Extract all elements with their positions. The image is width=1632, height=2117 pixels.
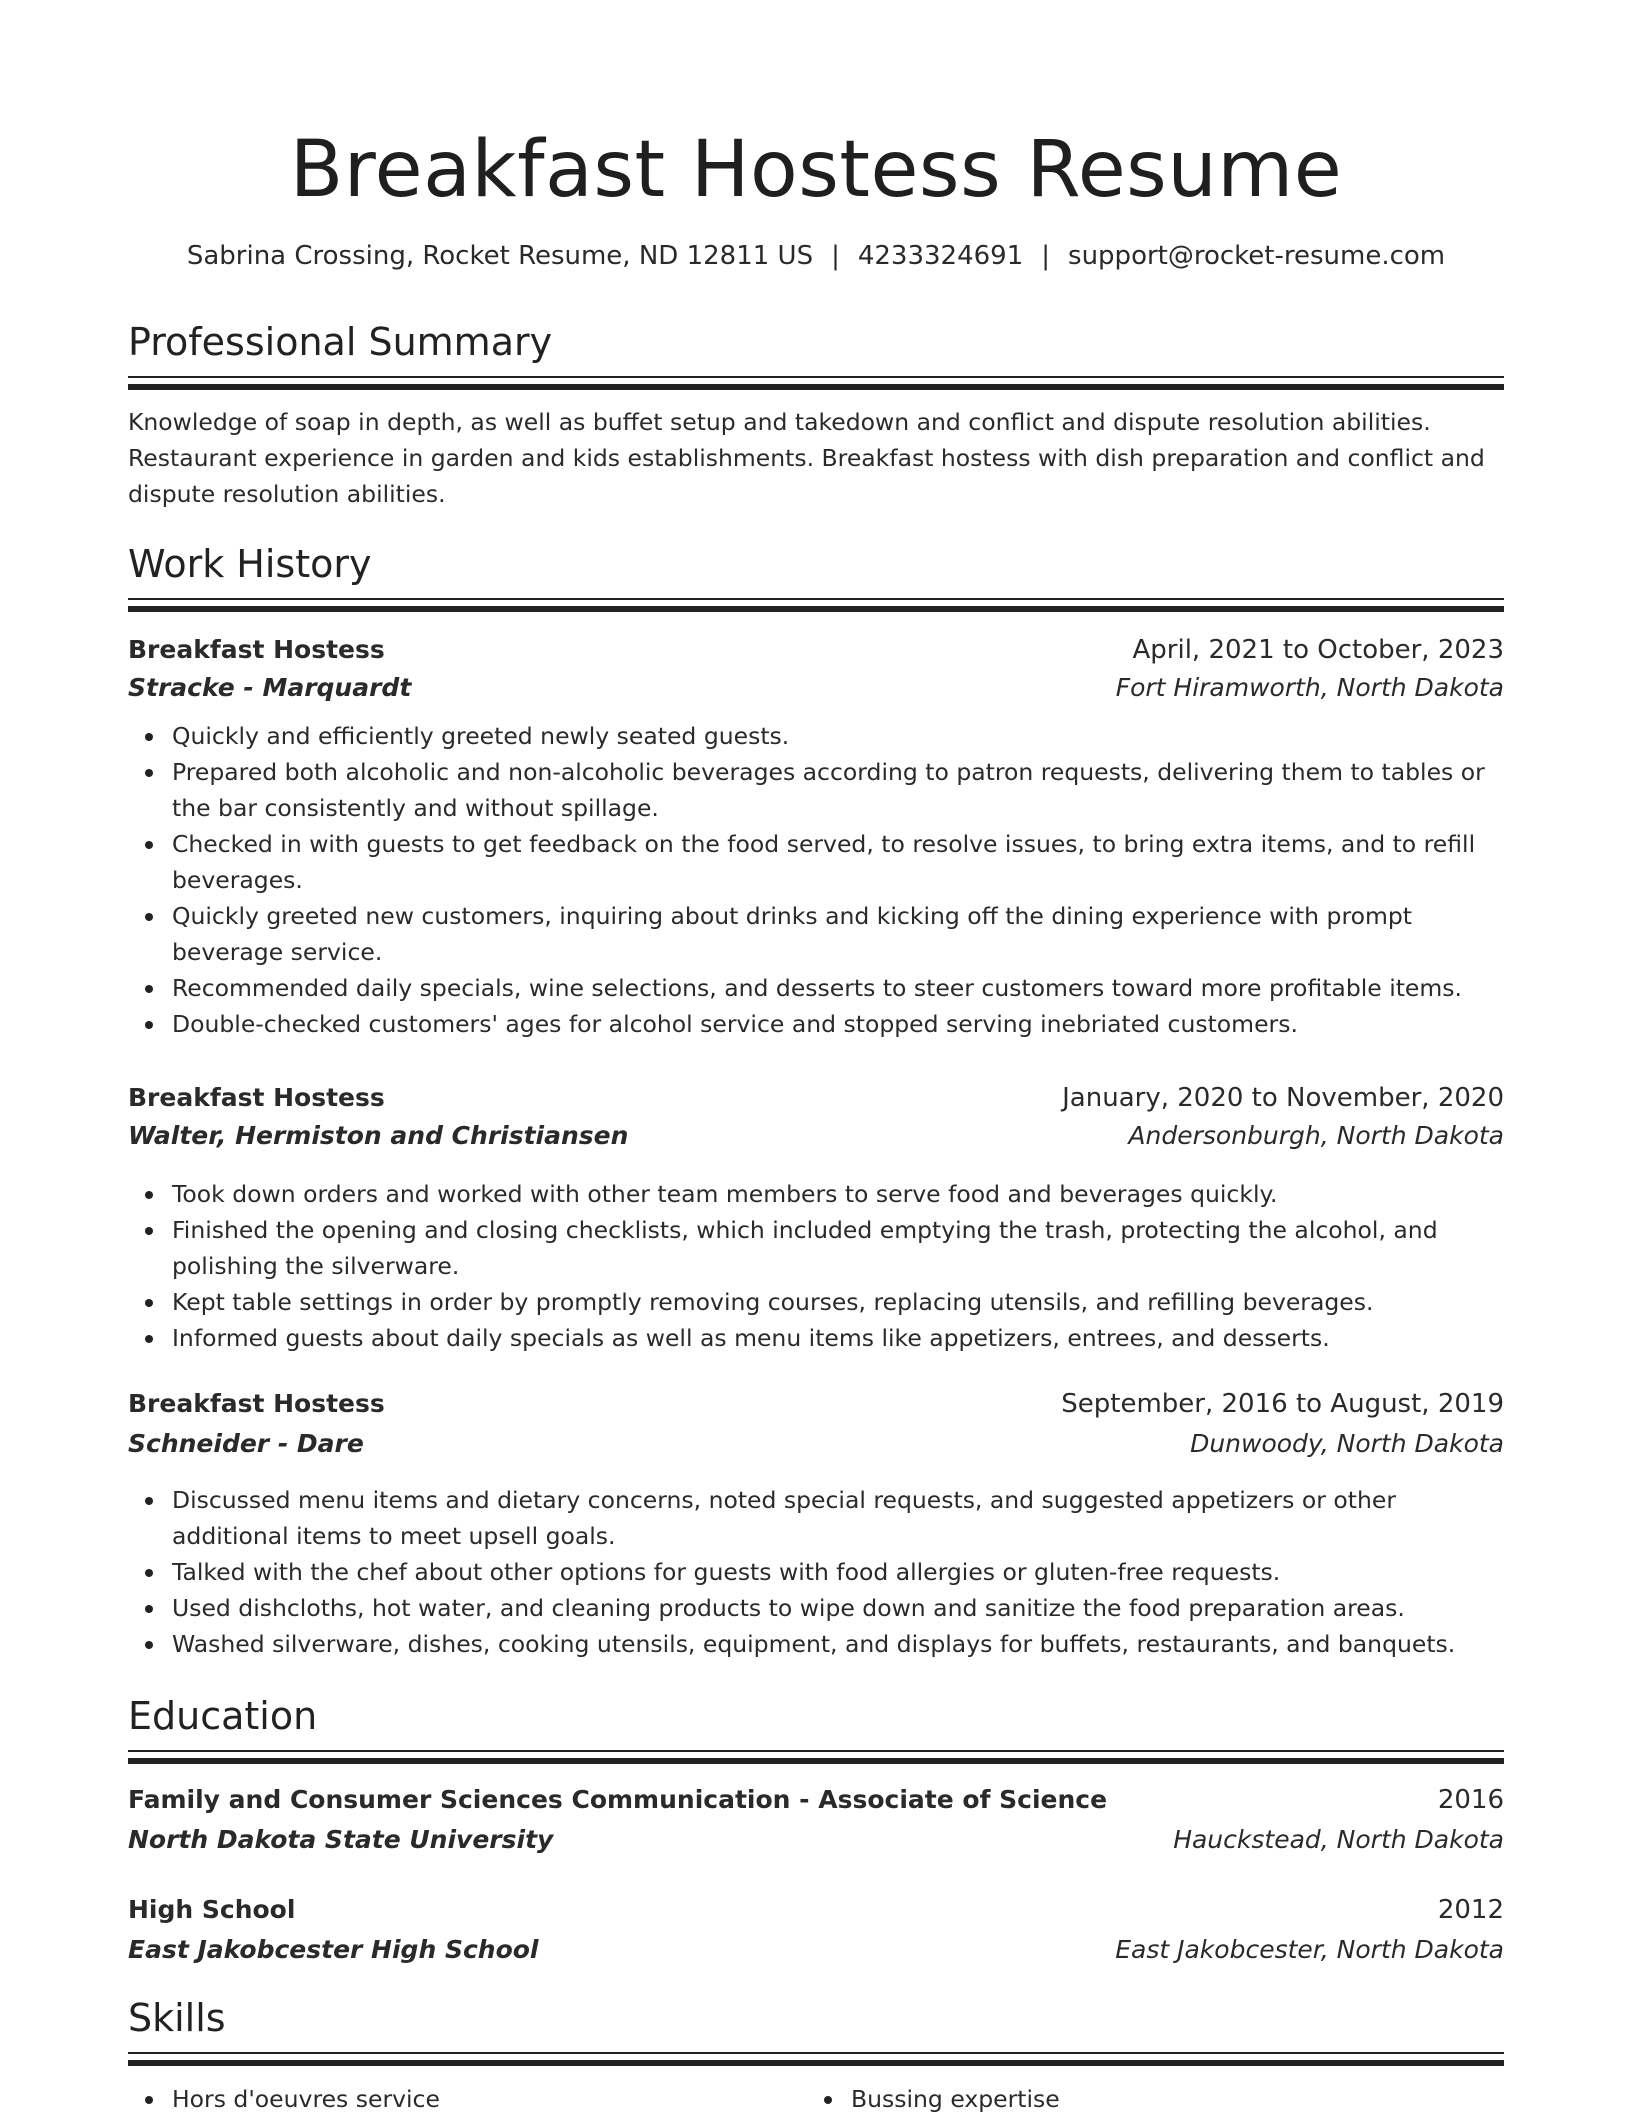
job-location: Dunwoody, North Dakota (1190, 1429, 1504, 1458)
education-degree: High School (128, 1895, 296, 1924)
job-dates: January, 2020 to November, 2020 (1062, 1083, 1504, 1113)
list-item: Took down orders and worked with other team members to serve food and beverages quickly. (172, 1176, 1504, 1212)
education-location: Hauckstead, North Dakota (1173, 1825, 1504, 1854)
job-company: Walter, Hermiston and Christiansen (128, 1121, 629, 1150)
education-header (128, 1890, 1504, 1930)
job-bullets (128, 718, 1504, 1042)
list-item: Discussed menu items and dietary concerns, noted special requests, and suggested appetizers or other additional items to meet upsell goals. (172, 1482, 1504, 1554)
section-divider (128, 598, 1504, 612)
job-dates: September, 2016 to August, 2019 (1061, 1389, 1504, 1419)
list-item: Washed silverware, dishes, cooking utensils, equipment, and displays for buffets, restaurants, and banquets. (172, 1626, 1504, 1662)
section-divider (128, 1750, 1504, 1764)
resume-title: Breakfast Hostess Resume (289, 125, 1343, 215)
job-company: Schneider - Dare (128, 1429, 364, 1458)
list-item: Bussing expertise (851, 2081, 1060, 2117)
job-employer (128, 1116, 1504, 1156)
job-bullets (128, 1482, 1504, 1662)
job-title: Breakfast Hostess (128, 635, 385, 664)
list-item: Talked with the chef about other options for guests with food allergies or gluten-free requests. (172, 1554, 1504, 1590)
contact-separator: | (1041, 241, 1051, 271)
job-location: Fort Hiramworth, North Dakota (1115, 673, 1504, 702)
job-dates: April, 2021 to October, 2023 (1132, 635, 1504, 665)
list-item: Finished the opening and closing checklists, which included emptying the trash, protecting the alcohol, and polishing the silverware. (172, 1212, 1504, 1284)
education-school-row (128, 1820, 1504, 1860)
list-item: Prepared both alcoholic and non-alcoholic beverages according to patron requests, delivering them to tables or the bar consistently and without spillage. (172, 754, 1504, 826)
job-location: Andersonburgh, North Dakota (1128, 1121, 1504, 1150)
job-employer (128, 668, 1504, 708)
section-heading-work: Work History (128, 542, 372, 586)
summary-text: Knowledge of soap in depth, as well as buffet setup and takedown and conflict and dispute resolution abilities. Restaurant experience in garden and kids establishments. Breakfast hostess with dish preparation and conflict and dispute resolution abilities. (128, 408, 1485, 508)
section-heading-summary: Professional Summary (128, 320, 553, 364)
contact-address: Sabrina Crossing, Rocket Resume, ND 12811 US (186, 241, 814, 271)
job-header (128, 1078, 1504, 1118)
job-employer (128, 1424, 1504, 1464)
education-school-row (128, 1930, 1504, 1970)
education-school: East Jakobcester High School (128, 1935, 539, 1964)
contact-phone[interactable]: 4233324691 (857, 241, 1024, 271)
list-item: Double-checked customers' ages for alcohol service and stopped serving inebriated customers. (172, 1006, 1504, 1042)
section-divider (128, 2052, 1504, 2066)
education-year: 2016 (1437, 1785, 1504, 1815)
list-item: Recommended daily specials, wine selections, and desserts to steer customers toward more profitable items. (172, 970, 1504, 1006)
contact-separator: | (831, 241, 840, 271)
list-item: Checked in with guests to get feedback on the food served, to resolve issues, to bring extra items, and to refill beverages. (172, 826, 1504, 898)
education-school: North Dakota State University (128, 1825, 554, 1854)
education-location: East Jakobcester, North Dakota (1115, 1935, 1504, 1964)
contact-email[interactable]: support@rocket-resume.com (1068, 241, 1446, 271)
job-company: Stracke - Marquardt (128, 673, 412, 702)
section-heading-skills: Skills (128, 1996, 226, 2040)
job-header (128, 1384, 1504, 1424)
job-title: Breakfast Hostess (128, 1389, 385, 1418)
list-item: Kept table settings in order by promptly removing courses, replacing utensils, and refilling beverages. (172, 1284, 1504, 1320)
list-item: Used dishcloths, hot water, and cleaning products to wipe down and sanitize the food preparation areas. (172, 1590, 1504, 1626)
job-bullets (128, 1176, 1504, 1356)
list-item: Quickly and efficiently greeted newly seated guests. (172, 718, 1504, 754)
list-item: Informed guests about daily specials as well as menu items like appetizers, entrees, and desserts. (172, 1320, 1504, 1356)
section-divider (128, 376, 1504, 390)
education-degree: Family and Consumer Sciences Communication - Associate of Science (128, 1785, 1108, 1814)
contact-line (128, 236, 1504, 276)
education-header (128, 1780, 1504, 1820)
job-header (128, 630, 1504, 670)
job-title: Breakfast Hostess (128, 1083, 385, 1112)
section-heading-education: Education (128, 1694, 318, 1738)
list-item: Hors d'oeuvres service (172, 2081, 440, 2117)
list-item: Quickly greeted new customers, inquiring about drinks and kicking off the dining experience with prompt beverage service. (172, 898, 1504, 970)
education-year: 2012 (1437, 1895, 1504, 1925)
